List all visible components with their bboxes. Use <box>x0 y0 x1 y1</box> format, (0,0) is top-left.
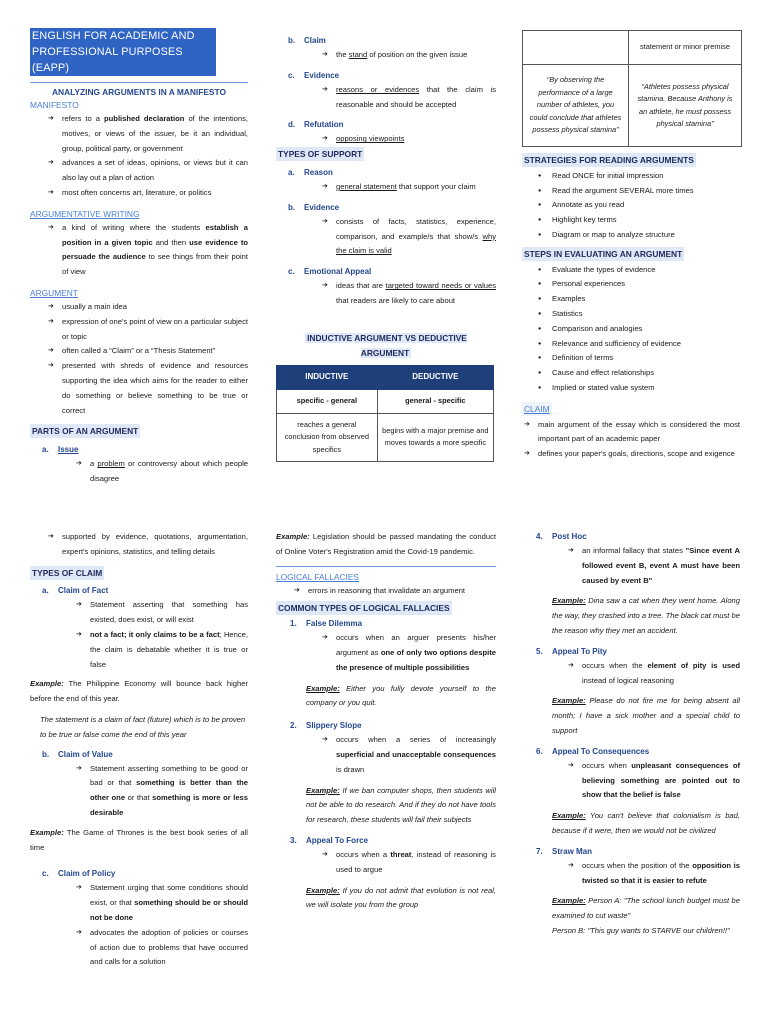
page1-column-3 <box>522 30 740 462</box>
support-heading: TYPES OF SUPPORT <box>278 149 363 160</box>
fallacy-example: Example: If we ban computer shops, then students will not be able to do research. And if they do not have tools for research, these students will fail their subjects <box>306 785 496 825</box>
parts-heading: PARTS OF AN ARGUMENT <box>32 426 139 437</box>
claim-of-value-example: Example: The Game of Thrones is the best book series of all time <box>30 827 248 852</box>
strategy-item: ● Highlight key terms <box>522 213 740 228</box>
argument-heading: ARGUMENT <box>30 287 78 298</box>
fallacy-appeal-to-pity: 5. Appeal To Pity <box>536 646 607 656</box>
fallacy-appeal-to-consequences: 6. Appeal To Consequences <box>536 746 650 756</box>
step-item: ● Implied or stated value system <box>522 381 740 396</box>
support-reason-desc: ➔ general statement that support your claim <box>320 180 496 195</box>
fallacy-desc: ➔ occurs when a series of increasingly superficial and unacceptable consequences is drawn <box>320 733 496 777</box>
document-title: ENGLISH FOR ACADEMIC AND PROFESSIONAL PURPOSES (EAPP) <box>30 28 216 76</box>
claim-item: ➔ defines your paper's goals, directions, scope and exigence <box>522 447 740 462</box>
manifesto-item: ➔ advances a set of ideas, opinions, or views but it can also lay out a plan of action <box>46 156 248 186</box>
fallacy-desc: ➔ an informal fallacy that states "Since event A followed event B, event A must have been caused by event B" <box>566 544 740 588</box>
fallacy-straw-man: 7. Straw Man <box>536 846 593 856</box>
manifesto-item: ➔ most often concerns art, literature, or politics <box>46 186 248 201</box>
step-item: ● Personal experiences <box>522 277 740 292</box>
claim-of-fact: a. Claim of Fact <box>42 586 109 596</box>
claim-of-fact-item: ➔ Statement asserting that something has existed, does exist, or will exist <box>74 598 248 628</box>
strategy-item: ● Read the argument SEVERAL more times <box>522 184 740 199</box>
part-claim: b. Claim <box>288 36 326 45</box>
table-cell: “By observing the performance of a large number of athletes, you could conclude that athletes possess physical stamina” <box>523 65 629 147</box>
claim-of-policy-item: ➔ Statement urging that some conditions should exist, or that something should be or should not be done <box>74 881 248 925</box>
argument-item: ➔ usually a main idea <box>46 300 248 315</box>
part-issue: a. Issue <box>42 445 79 455</box>
fallacy-desc: ➔ occurs when a threat, instead of reasoning is used to argue <box>320 848 496 878</box>
support-evidence: b. Evidence <box>288 202 340 212</box>
fallacy-slippery-slope: 2. Slippery Slope <box>290 721 362 731</box>
claim-support-item: ➔ supported by evidence, quotations, argumentation, expert's opinions, statistics, and telling details <box>46 530 248 560</box>
divider <box>30 82 248 83</box>
steps-heading: STEPS IN EVALUATING AN ARGUMENT <box>524 248 683 259</box>
page2-column-1 <box>30 530 248 970</box>
claim-of-policy-example: Example: Legislation should be passed mandating the conduct of Online Voter's Registration amid the Covid-19 pandemic. <box>276 532 496 556</box>
fallacy-example: Example: Either you fully devote yourself to the company or you quit. <box>306 683 496 708</box>
claim-heading: CLAIM <box>524 403 550 414</box>
strategy-item: ● Annotate as you read <box>522 198 740 213</box>
claim-of-value-item: ➔ Statement asserting something to be good or bad or that something is better than the other one or that something is more or less desirable <box>74 762 248 821</box>
inductive-deductive-table <box>276 365 494 462</box>
table-cell: reaches a general conclusion from observed specifics <box>277 413 378 461</box>
section-subtitle: ANALYZING ARGUMENTS IN A MANIFESTO <box>51 87 226 97</box>
claim-of-policy: c. Claim of Policy <box>42 869 116 879</box>
part-issue-desc: ➔ a problem or controversy about which people disagree <box>74 457 248 487</box>
page1-column-2 <box>276 34 496 462</box>
fallacy-desc: ➔ occurs when the position of the opposition is twisted so that it is easier to refute <box>566 859 740 889</box>
part-evidence: c. Evidence <box>288 70 340 80</box>
page2-column-3 <box>522 530 740 939</box>
part-evidence-desc: ➔ reasons or evidences that the claim is reasonable and should be accepted <box>320 83 496 113</box>
strategy-item: ● Diagram or map to analyze structure <box>522 228 740 243</box>
fallacy-example: Example: If you do not admit that evolution is not real, we will isolate you from the group <box>306 885 496 910</box>
table-header: DEDUCTIVE <box>377 365 493 389</box>
claim-of-value: b. Claim of Value <box>42 749 113 759</box>
claim-of-fact-item: ➔ not a fact; it only claims to be a fact; Hence, the claim is debatable whether it is true or false <box>74 628 248 672</box>
support-emotional-desc: ➔ ideas that are targeted toward needs or values that readers are likely to care about <box>320 279 496 309</box>
claim-of-policy-item: ➔ advocates the adoption of policies or courses of action due to problems that have occurred and calls for a solution <box>74 926 248 970</box>
strategy-item: ● Read ONCE for initial impression <box>522 169 740 184</box>
table-cell <box>523 31 629 65</box>
argumentative-writing-item: ➔ a kind of writing where the students establish a position in a given topic and then use evidence to persuade the audience to see things from their point of view <box>46 221 248 280</box>
step-item: ● Definition of terms <box>522 351 740 366</box>
page1-column-1 <box>30 28 248 487</box>
step-item: ● Comparison and analogies <box>522 322 740 337</box>
part-refutation-desc: ➔ opposing viewpoints <box>320 132 496 147</box>
argument-item: ➔ presented with shreds of evidence and resources supporting the idea which aims for the reader to either do something or believe something to be true or correct <box>46 359 248 418</box>
step-item: ● Relevance and sufficiency of evidence <box>522 337 740 352</box>
step-item: ● Cause and effect relationships <box>522 366 740 381</box>
step-item: ● Statistics <box>522 307 740 322</box>
part-claim-desc: ➔ the stand of position on the given issue <box>320 48 496 63</box>
types-of-claim-heading: TYPES OF CLAIM <box>32 567 103 578</box>
logical-fallacies-heading: LOGICAL FALLACIES <box>276 571 360 582</box>
argument-item: ➔ often called a “Claim” or a “Thesis Statement” <box>46 344 248 359</box>
table-cell: specific - general <box>277 389 378 413</box>
manifesto-item: ➔ refers to a published declaration of the intentions, motives, or views of the issuer, be it an individual, group, political party, or government <box>46 112 248 156</box>
fallacy-example: Example: Dina saw a cat when they went home. Along the way, they crashed into a tree. The black cat must be the reason why they met an accident. <box>552 596 740 635</box>
page2-column-2 <box>276 530 496 913</box>
support-evidence-desc: ➔ consists of facts, statistics, experience, comparison, and example/s that show/s why the claim is valid <box>320 215 496 259</box>
fallacy-example-line-2: Person B: "This guy wants to STARVE our children!!" <box>552 925 730 935</box>
claim-item: ➔ main argument of the essay which is considered the most important part of an academic paper <box>522 418 740 448</box>
fallacy-example: Example: You can't believe that colonialism is bad, because if it were, then we would not be civilized <box>552 811 740 835</box>
support-reason: a. Reason <box>288 167 333 177</box>
syllogism-table <box>522 30 742 147</box>
fallacy-example: Example: Person A: "The school lunch budget must be examined to cut waste" <box>552 896 740 921</box>
page-two <box>0 512 768 1024</box>
claim-of-fact-example: Example: The Philippine Economy will bounce back higher before the end of this year. <box>30 679 248 704</box>
argument-item: ➔ expression of one's point of view on a particular subject or topic <box>46 315 248 345</box>
claim-of-fact-note: The statement is a claim of fact (future) which is to be proven to be true or false come the end of this year <box>40 714 246 739</box>
table-cell: “Athletes possess physical stamina. Because Anthony is an athlete, he must possess physical stamina” <box>629 65 742 147</box>
argumentative-writing-heading: ARGUMENTATIVE WRITING <box>30 208 140 219</box>
manifesto-heading: MANIFESTO <box>30 100 79 110</box>
table-cell: statement or minor premise <box>629 31 742 65</box>
fallacy-desc: ➔ occurs when the element of pity is used instead of logical reasoning <box>566 659 740 689</box>
fallacy-desc: ➔ occurs when an arguer presents his/her argument as one of only two options despite the presence of multiple possibilities <box>320 631 496 675</box>
table-header: INDUCTIVE <box>277 365 378 389</box>
table-cell: begins with a major premise and moves towards a more specific <box>377 413 493 461</box>
fallacy-appeal-to-force: 3. Appeal To Force <box>290 835 369 845</box>
strategies-heading: STRATEGIES FOR READING ARGUMENTS <box>524 155 694 165</box>
fallacy-example: Example: Please do not fire me for being absent all month; I have a sick mother and a special child to support <box>552 696 740 735</box>
common-fallacies-heading: COMMON TYPES OF LOGICAL FALLACIES <box>278 603 450 614</box>
step-item: ● Evaluate the types of evidence <box>522 263 740 278</box>
part-refutation: d. Refutation <box>288 120 344 130</box>
table-cell: general - specific <box>377 389 493 413</box>
fallacy-post-hoc: 4. Post Hoc <box>536 532 587 541</box>
fallacy-desc: ➔ occurs when unpleasant consequences of believing something are pointed out to show that the belief is false <box>566 759 740 803</box>
logical-fallacies-def: ➔ errors in reasoning that invalidate an argument <box>292 584 496 599</box>
inductive-deductive-heading: INDUCTIVE ARGUMENT VS DEDUCTIVE ARGUMENT <box>307 332 467 358</box>
step-item: ● Examples <box>522 292 740 307</box>
support-emotional: c. Emotional Appeal <box>288 267 372 277</box>
divider <box>276 566 496 567</box>
fallacy-false-dilemma: 1. False Dilemma <box>290 619 363 629</box>
